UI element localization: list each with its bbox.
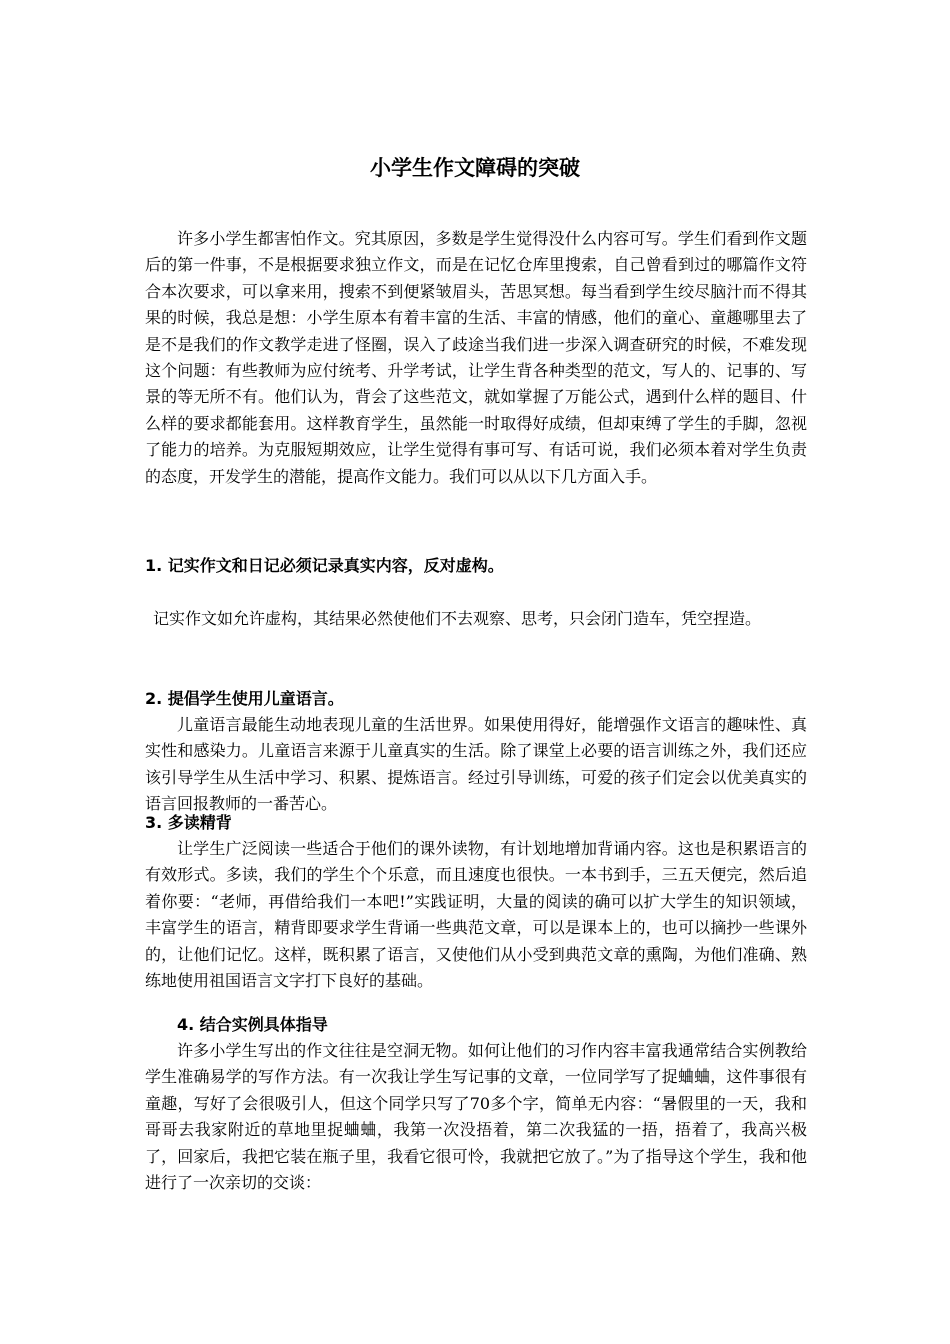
section-4-heading: 4. 结合实例具体指导: [177, 1015, 328, 1034]
section-3-heading: 3. 多读精背: [145, 813, 232, 832]
section-1-body: 记实作文如允许虚构，其结果必然使他们不去观察、思考，只会闭门造车，凭空捏造。: [153, 609, 762, 628]
section-3-body: 让学生广泛阅读一些适合于他们的课外读物，有计划地增加背诵内容。这也是积累语言的有效形式。多读，我们的学生个个乐意，而且速度也很快。一本书到手，三五天便完，然后追着你要：“老师，再借给我们一本吧!”实践证明，大量的阅读的确可以扩大学生的知识领域，丰富学生的语言，精背即要求学生背诵一些典范文章，可以是课本上的，也可以摘抄一些课外的，让他们记忆。这样，既积累了语言，又使他们从小受到典范文章的熏陶，为他们准确、熟练地使用祖国语言文字打下良好的基础。: [145, 839, 807, 991]
intro-paragraph: 许多小学生都害怕作文。究其原因，多数是学生觉得没什么内容可写。学生们看到作文题后的第一件事，不是根据要求独立作文，而是在记忆仓库里搜索，自己曾看到过的哪篇作文符合本次要求，可以拿来用，搜索不到便紧皱眉头，苦思冥想。每当看到学生绞尽脑汁而不得其果的时候，我总是想：小学生原本有着丰富的生活、丰富的情感，他们的童心、童趣哪里去了是不是我们的作文教学走进了怪圈，误入了歧途当我们进一步深入调查研究的时候，不难发现这个问题：有些教师为应付统考、升学考试，让学生背各种类型的范文，写人的、记事的、写景的等无所不有。他们认为，背会了这些范文，就如掌握了万能公式，遇到什么样的题目、什么样的要求都能套用。这样教育学生，虽然能一时取得好成绩，但却束缚了学生的手脚，忽视了能力的培养。为克服短期效应，让学生觉得有事可写、有话可说，我们必须本着对学生负责的态度，开发学生的潜能，提高作文能力。我们可以从以下几方面入手。: [145, 229, 807, 486]
section-2-body: 儿童语言最能生动地表现儿童的生活世界。如果使用得好，能增强作文语言的趣味性、真实性和感染力。儿童语言来源于儿童真实的生活。除了课堂上必要的语言训练之外，我们还应该引导学生从生活中学习、积累、提炼语言。经过引导训练，可爱的孩子们定会以优美真实的语言回报教师的一番苦心。: [145, 715, 807, 814]
section-1-heading: 1. 记实作文和日记必须记录真实内容，反对虚构。: [145, 556, 504, 575]
document-title: 小学生作文障碍的突破: [370, 156, 580, 180]
section-2-heading: 2. 提倡学生使用儿童语言。: [145, 689, 344, 708]
section-4-body: 许多小学生写出的作文往往是空洞无物。如何让他们的习作内容丰富我通常结合实例教给学生准确易学的写作方法。有一次我让学生写记事的文章，一位同学写了捉蛐蛐，这件事很有童趣，写好了会很吸引人，但这个同学只写了70多个字，简单无内容：“暑假里的一天，我和哥哥去我家附近的草地里捉蛐蛐，我第一次没捂着，第二次我猛的一捂，捂着了，我高兴极了，回家后，我把它装在瓶子里，我看它很可怜，我就把它放了。”为了指导这个学生，我和他进行了一次亲切的交谈：: [145, 1041, 807, 1193]
